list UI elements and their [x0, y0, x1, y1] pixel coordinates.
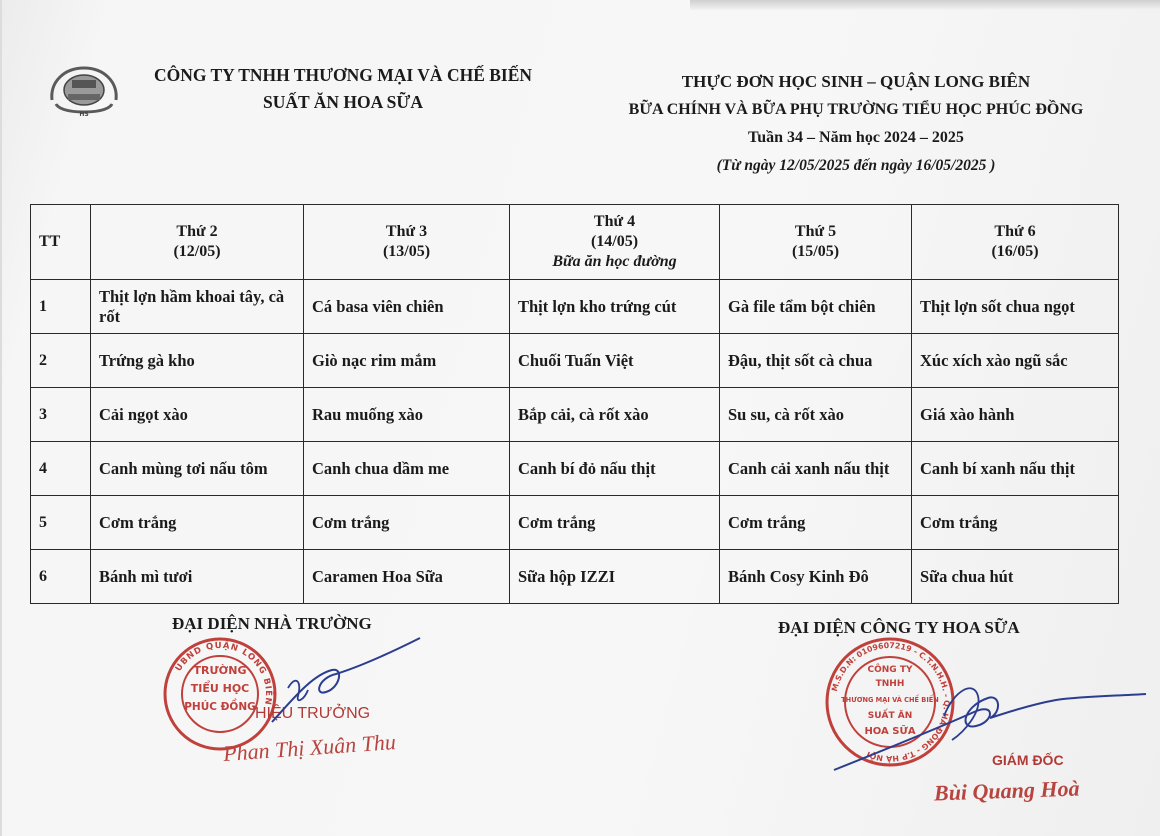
menu-header: [592, 68, 1120, 180]
dish-cell: Sữa hộp IZZI: [510, 550, 720, 604]
company-stamp-line: SUẤT ĂN: [867, 711, 913, 721]
dish-cell: Thịt lợn hầm khoai tây, cà rốt: [91, 280, 304, 334]
company-stamp-line: TNHH: [875, 679, 905, 689]
header-day: [510, 205, 720, 280]
header-day-name: Thứ 4: [593, 213, 636, 230]
menu-subtitle: BỮA CHÍNH VÀ BỮA PHỤ TRƯỜNG TIỂU HỌC PHÚC ĐỒNG: [628, 101, 1084, 118]
table-row: [31, 280, 1119, 334]
dish-cell: Đậu, thịt sốt cà chua: [720, 334, 912, 388]
company-stamp: [824, 636, 956, 768]
dish-cell: Cơm trắng: [912, 496, 1119, 550]
table-row: [31, 496, 1119, 550]
company-name-line2: SUẤT ĂN HOA SỮA: [263, 92, 423, 112]
row-number: 4: [31, 442, 91, 496]
table-row: [31, 334, 1119, 388]
school-signer-name: Phan Thị Xuân Thu: [222, 728, 397, 767]
dish-cell: Cơm trắng: [510, 496, 720, 550]
paper-sheet: [2, 0, 1160, 836]
dish-cell: Chuối Tuấn Việt: [510, 334, 720, 388]
table-row: [31, 388, 1119, 442]
header-tt: TT: [31, 205, 91, 280]
header-day: [912, 205, 1119, 280]
dish-cell: Giò nạc rim mắm: [304, 334, 510, 388]
dish-cell: Canh bí xanh nấu thịt: [912, 442, 1119, 496]
company-name-line1: CÔNG TY TNHH THƯƠNG MẠI VÀ CHẾ BIẾN: [153, 65, 533, 85]
company-stamp-ring-text: M.S.D.N: 0109607219 - C.T.N.H.H. - Q. HÀ ĐÔNG - T.P HÀ NỘI: [830, 640, 952, 764]
table-row: [31, 550, 1119, 604]
header-day-note: Bữa ăn học đường: [552, 253, 677, 270]
header-day-name: Thứ 3: [385, 223, 428, 240]
header-day-date: (12/05): [173, 243, 221, 260]
dish-cell: Bắp cải, cà rốt xào: [510, 388, 720, 442]
school-rep-label: ĐẠI DIỆN NHÀ TRƯỜNG: [172, 614, 372, 633]
header-day-name: Thứ 2: [176, 223, 218, 240]
row-number: 2: [31, 334, 91, 388]
company-stamp-line: THƯƠNG MẠI VÀ CHẾ BIẾN: [841, 696, 939, 704]
row-number: 6: [31, 550, 91, 604]
dish-cell: Su su, cà rốt xào: [720, 388, 912, 442]
header-day-date: (15/05): [791, 243, 840, 260]
header-day: [304, 205, 510, 280]
header-day: [720, 205, 912, 280]
school-signer-title: HIỆU TRƯỞNG: [255, 705, 371, 722]
header-day-name: Thứ 6: [994, 223, 1036, 240]
dish-cell: Rau muống xào: [304, 388, 510, 442]
dish-cell: Cơm trắng: [720, 496, 912, 550]
dish-cell: Gà file tẩm bột chiên: [720, 280, 912, 334]
row-number: 5: [31, 496, 91, 550]
dish-cell: Thịt lợn kho trứng cút: [510, 280, 720, 334]
school-stamp: [162, 636, 278, 752]
dish-cell: Cơm trắng: [91, 496, 304, 550]
company-signer-title: GIÁM ĐỐC: [992, 752, 1064, 768]
svg-text:HS: HS: [79, 111, 89, 118]
menu-date-range: (Từ ngày 12/05/2025 đến ngày 16/05/2025 ): [716, 157, 996, 174]
dish-cell: Canh bí đỏ nấu thịt: [510, 442, 720, 496]
dish-cell: Canh mùng tơi nấu tôm: [91, 442, 304, 496]
school-stamp-line: PHÚC ĐỒNG: [184, 701, 256, 713]
header-day: [91, 205, 304, 280]
dish-cell: Xúc xích xào ngũ sắc: [912, 334, 1119, 388]
dish-cell: Cơm trắng: [304, 496, 510, 550]
school-stamp-line: TRƯỜNG: [193, 664, 247, 677]
company-stamp-line: HOA SỮA: [864, 726, 916, 737]
dish-cell: Sữa chua hút: [912, 550, 1119, 604]
row-number: 1: [31, 280, 91, 334]
dish-cell: Cải ngọt xào: [91, 388, 304, 442]
company-name: [148, 62, 538, 116]
menu-table: [30, 204, 1119, 604]
company-rep-label: ĐẠI DIỆN CÔNG TY HOA SỮA: [778, 618, 1020, 637]
dish-cell: Canh cải xanh nấu thịt: [720, 442, 912, 496]
dish-cell: Giá xào hành: [912, 388, 1119, 442]
dish-cell: Trứng gà kho: [91, 334, 304, 388]
menu-title: THỰC ĐƠN HỌC SINH – QUẬN LONG BIÊN: [681, 72, 1031, 91]
table-header-row: [31, 205, 1119, 280]
header-day-date: (14/05): [590, 233, 639, 250]
dish-cell: Bánh Cosy Kinh Đô: [720, 550, 912, 604]
header-day-date: (13/05): [382, 243, 431, 260]
company-signer-name: Bùi Quang Hoà: [933, 775, 1080, 806]
header-day-name: Thứ 5: [794, 223, 837, 240]
school-stamp-ring-text: UBND QUẬN LONG BIÊN: [173, 640, 274, 707]
dish-cell: Bánh mì tươi: [91, 550, 304, 604]
company-stamp-line: CÔNG TY: [867, 665, 913, 675]
dish-cell: Caramen Hoa Sữa: [304, 550, 510, 604]
dish-cell: Thịt lợn sốt chua ngọt: [912, 280, 1119, 334]
menu-week: Tuần 34 – Năm học 2024 – 2025: [748, 129, 964, 146]
table-row: [31, 442, 1119, 496]
company-logo: [46, 60, 122, 120]
dish-cell: Cá basa viên chiên: [304, 280, 510, 334]
header-day-date: (16/05): [991, 243, 1039, 260]
school-stamp-line: TIỂU HỌC: [190, 682, 250, 695]
row-number: 3: [31, 388, 91, 442]
paper-fold-shadow: [690, 0, 1160, 10]
dish-cell: Canh chua dầm me: [304, 442, 510, 496]
